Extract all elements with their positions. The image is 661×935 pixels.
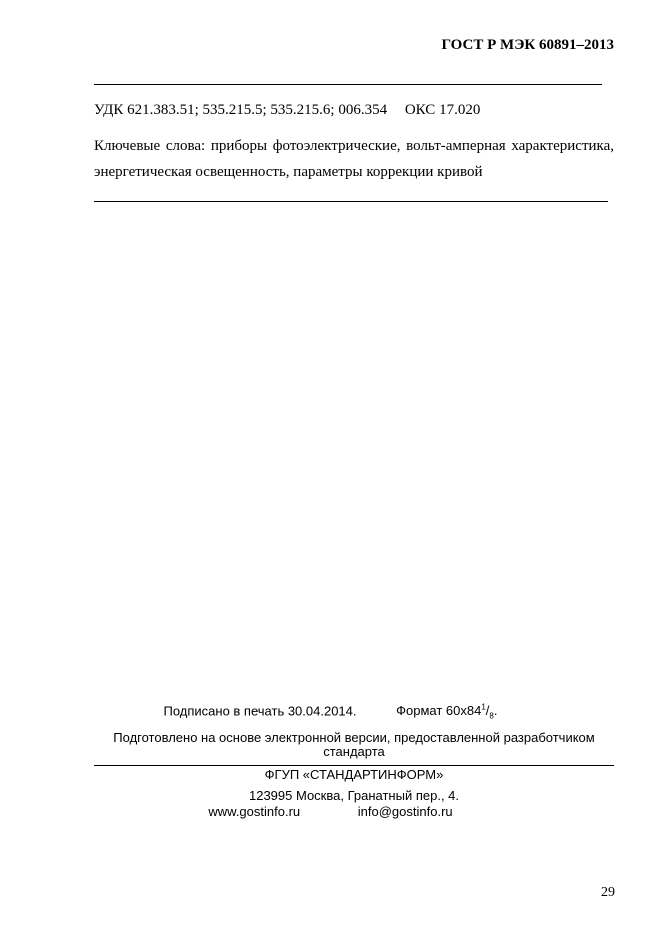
keywords-paragraph: Ключевые слова: приборы фотоэлектрические, вольт-амперная характеристика, энергетическая освещенность, параметры коррекции кривой bbox=[94, 138, 614, 180]
prepared-note: Подготовлено на основе электронной версии, предоставленной разработчиком стандарта bbox=[113, 730, 595, 759]
page-number: 29 bbox=[601, 885, 615, 900]
format-prefix: Формат 60х84 bbox=[396, 703, 482, 719]
document-header-code: ГОСТ Р МЭК 60891–2013 bbox=[441, 37, 614, 53]
signed-date: Подписано в печать 30.04.2014. bbox=[163, 703, 357, 719]
classification-line bbox=[94, 102, 480, 119]
udk-codes: УДК 621.383.51; 535.215.5; 535.215.6; 006.354 bbox=[94, 102, 388, 118]
format-numerator: 1 bbox=[481, 703, 486, 712]
format-suffix: . bbox=[493, 703, 498, 719]
email-link[interactable]: info@gostinfo.ru bbox=[357, 804, 453, 819]
imprint-divider bbox=[94, 765, 614, 766]
publisher-address: 123995 Москва, Гранатный пер., 4. bbox=[248, 788, 460, 803]
format-denominator: 8 bbox=[489, 711, 494, 721]
header-divider bbox=[94, 84, 602, 85]
okc-code: ОКС 17.020 bbox=[404, 102, 481, 118]
keywords-divider bbox=[94, 201, 608, 202]
paper-format: Формат $60х84^1/_8$. bbox=[396, 703, 498, 721]
imprint-signed-line bbox=[0, 703, 661, 721]
publisher-name: ФГУП «СТАНДАРТИНФОРМ» bbox=[264, 767, 444, 782]
website-link[interactable]: www.gostinfo.ru bbox=[208, 804, 301, 819]
publisher-contacts bbox=[0, 804, 661, 819]
